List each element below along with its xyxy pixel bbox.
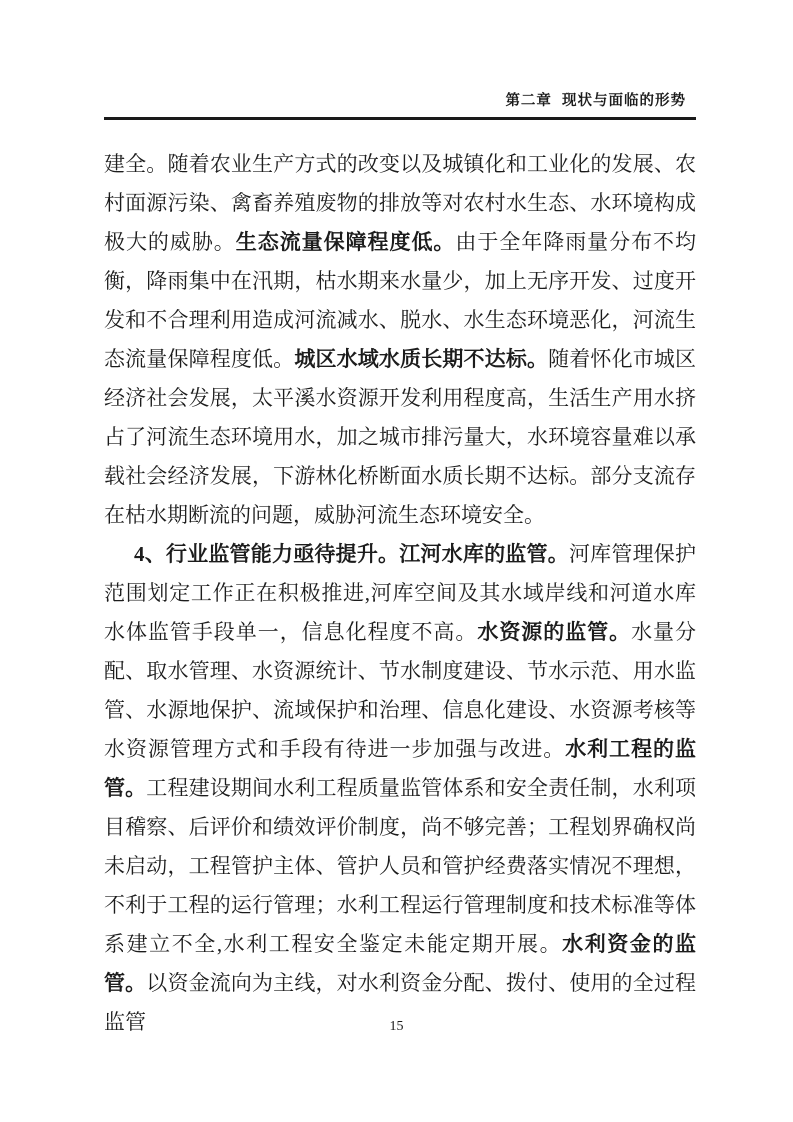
document-body bbox=[104, 145, 696, 1042]
text-run: 由于全年降雨量分布不均衡，降雨集中在汛期，枯水期来水量少，加上无序开发、过度开发和不合理利用造成河流减水、脱水、水生态环境恶化，河流生态流量保障程度低。 bbox=[104, 230, 697, 371]
header-rule bbox=[104, 117, 696, 120]
paragraph bbox=[104, 535, 696, 1042]
emphasis-text-run: 4、行业监管能力亟待提升。江河水库的监管。 bbox=[134, 542, 569, 566]
text-run: 水量分配、取水管理、水资源统计、节水制度建设、节水示范、用水监管、水源地保护、流域保护和治理、信息化建设、水资源考核等水资源管理方式和手段有待进一步加强与改进。 bbox=[104, 620, 697, 761]
text-run: 以资金流向为主线，对水利资金分配、拨付、使用的全过程监管 bbox=[104, 971, 696, 1034]
emphasis-text-run: 水利资金的监管。 bbox=[104, 932, 697, 995]
text-run: 随着怀化市城区经济社会发展，太平溪水资源开发利用程度高，生活生产用水挤占了河流生态环境用水，加之城市排污量大，水环境容量难以承载社会经济发展，下游林化桥断面水质长期不达标。部分支流存在枯水期断流的问题，威胁河流生态环境安全。 bbox=[104, 347, 697, 527]
text-run: 河库管理保护范围划定工作正在积极推进,河库空间及其水域岸线和河道水库水体监管手段单一，信息化程度不高。 bbox=[104, 542, 697, 644]
emphasis-text-run: 水利工程的监管。 bbox=[104, 737, 697, 800]
text-run: 建全。随着农业生产方式的改变以及城镇化和工业化的发展、农村面源污染、禽畜养殖废物的排放等对农村水生态、水环境构成极大的威胁。 bbox=[104, 152, 696, 254]
emphasis-text-run: 生态流量保障程度低。 bbox=[235, 230, 456, 254]
emphasis-text-run: 城区水域水质长期不达标。 bbox=[294, 347, 549, 371]
text-run: 工程建设期间水利工程质量监管体系和安全责任制，水利项目稽察、后评价和绩效评价制度，尚不够完善；工程划界确权尚未启动，工程管护主体、管护人员和管护经费落实情况不理想，不利于工程的运行管理；水利工程运行管理制度和技术标准等体系建立不全,水利工程安全鉴定未能定期开展。 bbox=[104, 776, 696, 956]
emphasis-text-run: 水资源的监管。 bbox=[477, 620, 632, 644]
page-number: 15 bbox=[389, 1019, 404, 1034]
paragraph bbox=[104, 145, 696, 535]
chapter-header: 第二章 现状与面临的形势 bbox=[505, 93, 686, 109]
